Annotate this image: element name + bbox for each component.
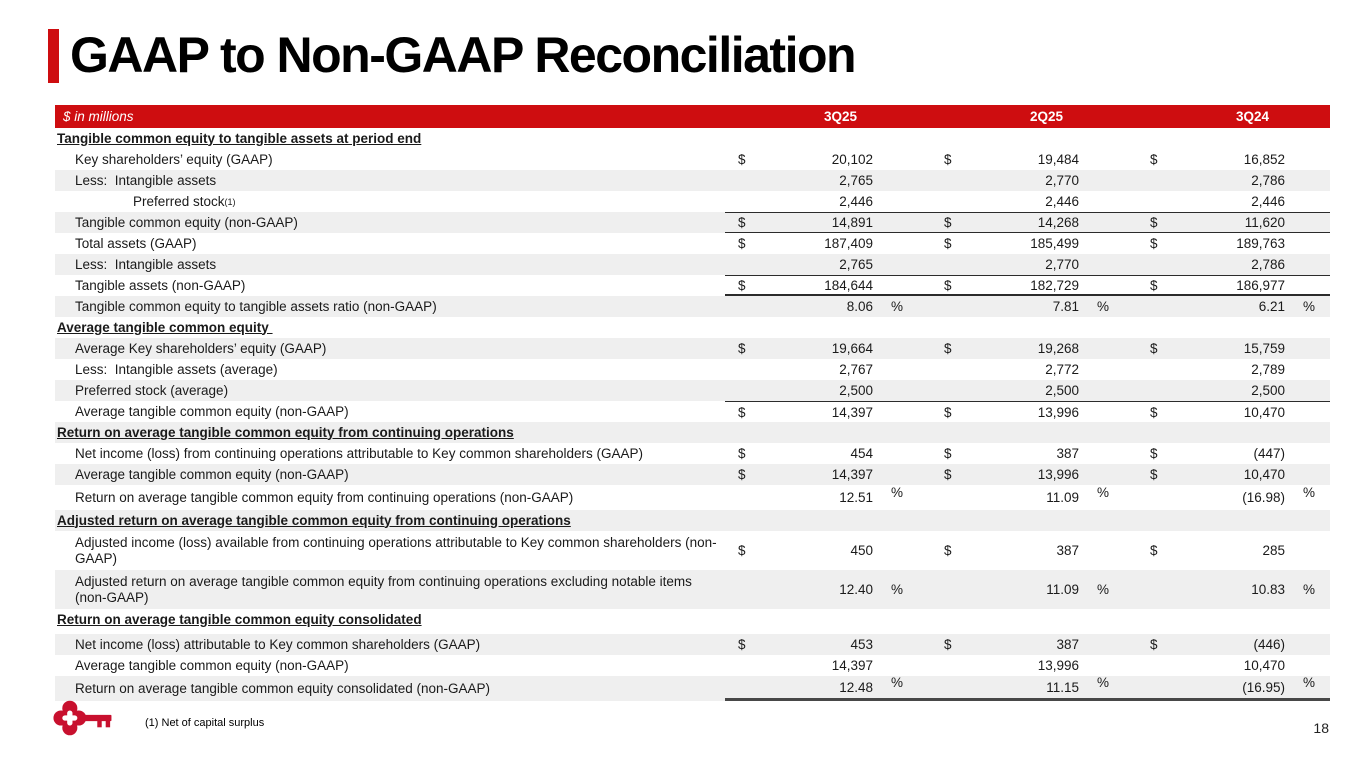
row-label bbox=[55, 531, 725, 570]
currency-symbol: $ bbox=[738, 543, 746, 558]
currency-symbol: $ bbox=[1150, 637, 1158, 652]
value-group-3q24 bbox=[1137, 531, 1330, 570]
currency-symbol: $ bbox=[738, 446, 746, 461]
value-group-2q25 bbox=[931, 634, 1124, 655]
cell-value: (446) bbox=[1253, 637, 1285, 652]
table-row bbox=[55, 191, 1330, 212]
table-row bbox=[55, 464, 1330, 485]
percent-symbol: % bbox=[1303, 299, 1316, 314]
cell-value: 2,446 bbox=[839, 194, 873, 209]
keycorp-key-logo bbox=[53, 699, 115, 742]
value-group-2q25 bbox=[931, 443, 1124, 464]
table-row bbox=[55, 275, 1330, 296]
value-group-2q25 bbox=[931, 570, 1124, 609]
cell-value: 8.06 bbox=[846, 299, 873, 314]
row-label bbox=[55, 380, 725, 401]
row-label bbox=[55, 317, 1330, 338]
unit-label: $ in millions bbox=[63, 108, 134, 124]
currency-symbol: $ bbox=[1150, 152, 1158, 167]
table-row bbox=[55, 531, 1330, 570]
cell-value: 19,664 bbox=[831, 341, 873, 356]
currency-symbol: $ bbox=[1150, 467, 1158, 482]
row-label-text: Tangible common equity (non-GAAP) bbox=[75, 214, 298, 230]
cell-value: 2,770 bbox=[1045, 257, 1079, 272]
column-group-2 bbox=[931, 105, 1124, 128]
row-label-text: Return on average tangible common equity from continuing operations (non-GAAP) bbox=[75, 489, 574, 505]
cell-value: 2,786 bbox=[1251, 173, 1285, 188]
value-group-2q25 bbox=[931, 170, 1124, 191]
table-row bbox=[55, 149, 1330, 170]
row-values bbox=[725, 570, 1330, 609]
currency-symbol: $ bbox=[1150, 341, 1158, 356]
row-values bbox=[725, 275, 1330, 296]
cell-value: 2,772 bbox=[1045, 362, 1079, 377]
cell-value: 7.81 bbox=[1052, 299, 1079, 314]
percent-symbol: % bbox=[891, 299, 904, 314]
row-values bbox=[725, 676, 1330, 701]
section-header-row bbox=[55, 510, 1330, 531]
percent-symbol: % bbox=[1303, 582, 1316, 597]
row-values bbox=[725, 380, 1330, 401]
column-group-3 bbox=[1137, 105, 1330, 128]
value-group-3q24 bbox=[1137, 464, 1330, 485]
value-group-2q25 bbox=[931, 464, 1124, 485]
currency-symbol: $ bbox=[944, 341, 952, 356]
currency-symbol: $ bbox=[944, 404, 952, 420]
value-group-2q25 bbox=[931, 213, 1124, 232]
value-group-2q25 bbox=[931, 531, 1124, 570]
row-values bbox=[725, 634, 1330, 655]
row-values bbox=[725, 212, 1330, 233]
value-group-3q25 bbox=[725, 296, 918, 317]
value-group-3q25 bbox=[725, 338, 918, 359]
value-group-3q25 bbox=[725, 443, 918, 464]
row-values bbox=[725, 443, 1330, 464]
cell-value: 14,397 bbox=[831, 658, 873, 673]
row-label-text: Less: Intangible assets (average) bbox=[75, 361, 278, 377]
row-label bbox=[55, 570, 725, 609]
column-headers bbox=[725, 105, 1330, 128]
value-group-3q24 bbox=[1137, 655, 1330, 676]
row-label-text: Preferred stock bbox=[133, 193, 225, 209]
value-group-3q24 bbox=[1137, 254, 1330, 275]
value-group-2q25 bbox=[931, 149, 1124, 170]
percent-symbol: % bbox=[1097, 674, 1110, 690]
cell-value: 10,470 bbox=[1243, 467, 1285, 482]
value-group-3q24 bbox=[1137, 359, 1330, 380]
value-group-2q25 bbox=[931, 191, 1124, 212]
cell-value: 187,409 bbox=[824, 236, 873, 251]
percent-symbol: % bbox=[1097, 485, 1110, 500]
row-label bbox=[55, 296, 725, 317]
percent-symbol: % bbox=[891, 485, 904, 500]
row-label bbox=[55, 359, 725, 380]
cell-value: 2,500 bbox=[839, 383, 873, 398]
cell-value: 10,470 bbox=[1243, 404, 1285, 420]
value-group-2q25 bbox=[931, 233, 1124, 254]
cell-value: 387 bbox=[1056, 637, 1079, 652]
cell-value: 19,268 bbox=[1037, 341, 1079, 356]
title-accent-bar bbox=[48, 29, 59, 83]
value-group-3q24 bbox=[1137, 296, 1330, 317]
value-group-3q25 bbox=[725, 531, 918, 570]
row-label-text: Return on average tangible common equity from continuing operations bbox=[57, 424, 514, 440]
currency-symbol: $ bbox=[944, 467, 952, 482]
value-group-3q25 bbox=[725, 213, 918, 232]
row-label-text: Tangible common equity to tangible assets at period end bbox=[57, 130, 422, 146]
cell-value: 19,484 bbox=[1037, 152, 1079, 167]
cell-value: 10.83 bbox=[1251, 582, 1285, 597]
percent-symbol: % bbox=[1303, 485, 1316, 500]
value-group-3q24 bbox=[1137, 233, 1330, 254]
cell-value: 14,268 bbox=[1037, 215, 1079, 230]
value-group-3q24 bbox=[1137, 170, 1330, 191]
cell-value: 20,102 bbox=[831, 152, 873, 167]
row-label bbox=[55, 676, 725, 701]
percent-symbol: % bbox=[1097, 299, 1110, 314]
cell-value: 2,767 bbox=[839, 362, 873, 377]
cell-value: 453 bbox=[850, 637, 873, 652]
row-label bbox=[55, 338, 725, 359]
column-group-1 bbox=[725, 105, 918, 128]
row-label bbox=[55, 275, 725, 296]
value-group-3q25 bbox=[725, 233, 918, 254]
value-group-2q25 bbox=[931, 485, 1124, 510]
value-group-3q25 bbox=[725, 464, 918, 485]
value-group-3q24 bbox=[1137, 402, 1330, 422]
value-group-2q25 bbox=[931, 380, 1124, 401]
table-row bbox=[55, 443, 1330, 464]
page-number: 18 bbox=[1313, 720, 1329, 736]
table-row bbox=[55, 380, 1330, 401]
cell-value: 2,446 bbox=[1045, 194, 1079, 209]
cell-value: 15,759 bbox=[1243, 341, 1285, 356]
page-title: GAAP to Non-GAAP Reconciliation bbox=[70, 27, 856, 83]
value-group-2q25 bbox=[931, 276, 1124, 294]
cell-value: 13,996 bbox=[1037, 467, 1079, 482]
percent-symbol: % bbox=[891, 582, 904, 597]
cell-value: 2,770 bbox=[1045, 173, 1079, 188]
cell-value: 13,996 bbox=[1037, 404, 1079, 420]
table-row bbox=[55, 401, 1330, 422]
section-header-row bbox=[55, 317, 1330, 338]
table-row bbox=[55, 212, 1330, 233]
column-header-2q25: 2Q25 bbox=[1029, 109, 1064, 124]
row-values bbox=[725, 233, 1330, 254]
row-label bbox=[55, 609, 1330, 630]
percent-symbol: % bbox=[1303, 674, 1316, 690]
value-group-2q25 bbox=[931, 676, 1124, 698]
row-label bbox=[55, 422, 1330, 443]
column-header-3q25: 3Q25 bbox=[823, 109, 858, 124]
cell-value: 2,446 bbox=[1251, 194, 1285, 209]
currency-symbol: $ bbox=[1150, 277, 1158, 293]
currency-symbol: $ bbox=[738, 637, 746, 652]
value-group-3q25 bbox=[725, 634, 918, 655]
cell-value: 2,786 bbox=[1251, 257, 1285, 272]
row-label-text: Total assets (GAAP) bbox=[75, 235, 197, 251]
value-group-3q25 bbox=[725, 676, 918, 698]
value-group-3q25 bbox=[725, 570, 918, 609]
cell-value: 11.15 bbox=[1046, 679, 1079, 695]
section-header-row bbox=[55, 422, 1330, 443]
currency-symbol: $ bbox=[944, 152, 952, 167]
cell-value: 12.40 bbox=[839, 582, 873, 597]
row-values bbox=[725, 485, 1330, 510]
cell-value: 6.21 bbox=[1258, 299, 1285, 314]
currency-symbol: $ bbox=[738, 341, 746, 356]
row-values bbox=[725, 254, 1330, 275]
percent-symbol: % bbox=[1097, 582, 1110, 597]
currency-symbol: $ bbox=[1150, 543, 1158, 558]
cell-value: 182,729 bbox=[1030, 277, 1079, 293]
value-group-3q25 bbox=[725, 380, 918, 401]
row-label bbox=[55, 401, 725, 422]
cell-value: 14,397 bbox=[831, 467, 873, 482]
row-label bbox=[55, 128, 1330, 149]
value-group-2q25 bbox=[931, 402, 1124, 422]
reconciliation-table bbox=[55, 105, 1330, 701]
table-row bbox=[55, 634, 1330, 655]
row-label-text: Tangible common equity to tangible assets ratio (non-GAAP) bbox=[75, 298, 437, 314]
cell-value: 186,977 bbox=[1236, 277, 1285, 293]
row-label bbox=[55, 233, 725, 254]
row-label-text: Average Key shareholders’ equity (GAAP) bbox=[75, 340, 327, 356]
row-label-text: Less: Intangible assets bbox=[75, 256, 217, 272]
value-group-3q25 bbox=[725, 149, 918, 170]
cell-value: 189,763 bbox=[1236, 236, 1285, 251]
table-row bbox=[55, 359, 1330, 380]
value-group-3q24 bbox=[1137, 338, 1330, 359]
row-values bbox=[725, 359, 1330, 380]
row-values bbox=[725, 296, 1330, 317]
row-label: Preferred stock (1) bbox=[133, 193, 236, 209]
row-label-text: Adjusted income (loss) available from continuing operations attributable to Key common shareholders (non-GAAP) bbox=[75, 534, 717, 566]
cell-value: 11.09 bbox=[1046, 490, 1079, 505]
row-label-text: Tangible assets (non-GAAP) bbox=[75, 277, 246, 293]
row-label bbox=[55, 510, 1330, 531]
currency-symbol: $ bbox=[944, 277, 952, 293]
cell-value: (16.95) bbox=[1242, 679, 1285, 695]
row-values bbox=[725, 531, 1330, 570]
value-group-3q24 bbox=[1137, 276, 1330, 294]
cell-value: 185,499 bbox=[1030, 236, 1079, 251]
table-row bbox=[55, 570, 1330, 609]
row-label bbox=[55, 464, 725, 485]
row-label bbox=[55, 443, 725, 464]
value-group-3q24 bbox=[1137, 676, 1330, 698]
value-group-3q25 bbox=[725, 276, 918, 294]
value-group-3q24 bbox=[1137, 380, 1330, 401]
currency-symbol: $ bbox=[738, 467, 746, 482]
row-values bbox=[725, 149, 1330, 170]
row-label bbox=[55, 655, 725, 676]
cell-value: (447) bbox=[1253, 446, 1285, 461]
row-label-text: Average tangible common equity (non-GAAP) bbox=[75, 466, 349, 482]
cell-value: 285 bbox=[1262, 543, 1285, 558]
row-values bbox=[725, 191, 1330, 212]
value-group-3q24 bbox=[1137, 570, 1330, 609]
currency-symbol: $ bbox=[738, 277, 746, 293]
cell-value: 13,996 bbox=[1037, 658, 1079, 673]
cell-value: 387 bbox=[1056, 543, 1079, 558]
table-row bbox=[55, 254, 1330, 275]
row-label bbox=[55, 170, 725, 191]
currency-symbol: $ bbox=[1150, 236, 1158, 251]
section-header-row bbox=[55, 609, 1330, 630]
table-row bbox=[55, 170, 1330, 191]
table-header-row bbox=[55, 105, 1330, 128]
row-values bbox=[725, 170, 1330, 191]
value-group-3q24 bbox=[1137, 191, 1330, 212]
percent-symbol: % bbox=[891, 674, 904, 690]
currency-symbol: $ bbox=[944, 215, 952, 230]
currency-symbol: $ bbox=[944, 637, 952, 652]
row-label-text: Return on average tangible common equity consolidated (non-GAAP) bbox=[75, 680, 490, 696]
value-group-3q24 bbox=[1137, 443, 1330, 464]
currency-symbol: $ bbox=[1150, 404, 1158, 420]
cell-value: 184,644 bbox=[824, 277, 873, 293]
currency-symbol: $ bbox=[738, 236, 746, 251]
value-group-3q25 bbox=[725, 655, 918, 676]
row-label bbox=[55, 634, 725, 655]
row-label bbox=[55, 254, 725, 275]
table-row bbox=[55, 338, 1330, 359]
value-group-2q25 bbox=[931, 359, 1124, 380]
section-header-row bbox=[55, 128, 1330, 149]
value-group-3q25 bbox=[725, 359, 918, 380]
row-values bbox=[725, 401, 1330, 422]
value-group-3q24 bbox=[1137, 485, 1330, 510]
currency-symbol: $ bbox=[1150, 215, 1158, 230]
row-label-text: Return on average tangible common equity consolidated bbox=[57, 611, 422, 627]
row-label bbox=[55, 212, 725, 233]
row-values bbox=[725, 464, 1330, 485]
cell-value: 2,765 bbox=[839, 173, 873, 188]
value-group-3q25 bbox=[725, 402, 918, 422]
table-row bbox=[55, 296, 1330, 317]
row-label-text: Average tangible common equity (non-GAAP) bbox=[75, 657, 349, 673]
value-group-2q25 bbox=[931, 254, 1124, 275]
column-header-3q24: 3Q24 bbox=[1235, 109, 1270, 124]
table-row bbox=[55, 233, 1330, 254]
value-group-3q25 bbox=[725, 254, 918, 275]
row-label-text: Key shareholders’ equity (GAAP) bbox=[75, 151, 273, 167]
table-row bbox=[55, 655, 1330, 676]
cell-value: 12.48 bbox=[839, 679, 873, 695]
value-group-3q25 bbox=[725, 170, 918, 191]
row-label-text: Net income (loss) attributable to Key common shareholders (GAAP) bbox=[75, 636, 481, 652]
value-group-3q24 bbox=[1137, 634, 1330, 655]
currency-symbol: $ bbox=[738, 215, 746, 230]
row-label-text: Average tangible common equity (non-GAAP) bbox=[75, 403, 349, 419]
row-values bbox=[725, 655, 1330, 676]
cell-value: 450 bbox=[850, 543, 873, 558]
cell-value: 11.09 bbox=[1046, 582, 1079, 597]
cell-value: 387 bbox=[1056, 446, 1079, 461]
footnote-text: (1) Net of capital surplus bbox=[145, 717, 265, 729]
cell-value: 14,397 bbox=[831, 404, 873, 420]
value-group-3q25 bbox=[725, 485, 918, 510]
row-label-text: Net income (loss) from continuing operations attributable to Key common shareholders (GAAP) bbox=[75, 445, 644, 461]
currency-symbol: $ bbox=[1150, 446, 1158, 461]
currency-symbol: $ bbox=[738, 404, 746, 420]
cell-value: 14,891 bbox=[831, 215, 873, 230]
table-row bbox=[55, 485, 1330, 510]
value-group-2q25 bbox=[931, 296, 1124, 317]
cell-value: 2,500 bbox=[1045, 383, 1079, 398]
row-label-text: Adjusted return on average tangible common equity from continuing operations bbox=[57, 512, 571, 528]
currency-symbol: $ bbox=[738, 152, 746, 167]
row-label-text: Adjusted return on average tangible common equity from continuing operations excluding notable items (non-GAAP) bbox=[75, 573, 696, 605]
value-group-2q25 bbox=[931, 655, 1124, 676]
currency-symbol: $ bbox=[944, 236, 952, 251]
row-values bbox=[725, 338, 1330, 359]
table-body bbox=[55, 128, 1330, 701]
cell-value: 11,620 bbox=[1244, 215, 1285, 230]
row-label-text: Less: Intangible assets bbox=[75, 172, 217, 188]
cell-value: 454 bbox=[850, 446, 873, 461]
row-label-text: Preferred stock (average) bbox=[75, 382, 229, 398]
currency-symbol: $ bbox=[944, 446, 952, 461]
cell-value: 16,852 bbox=[1243, 152, 1285, 167]
cell-value: 2,500 bbox=[1251, 383, 1285, 398]
row-label-text: Average tangible common equity bbox=[57, 319, 273, 335]
value-group-3q24 bbox=[1137, 149, 1330, 170]
cell-value: (16.98) bbox=[1242, 490, 1285, 505]
cell-value: 10,470 bbox=[1243, 658, 1285, 673]
value-group-2q25 bbox=[931, 338, 1124, 359]
value-group-3q24 bbox=[1137, 213, 1330, 232]
cell-value: 2,789 bbox=[1251, 362, 1285, 377]
currency-symbol: $ bbox=[944, 543, 952, 558]
cell-value: 2,765 bbox=[839, 257, 873, 272]
table-row bbox=[55, 676, 1330, 701]
value-group-3q25 bbox=[725, 191, 918, 212]
cell-value: 12.51 bbox=[839, 490, 873, 505]
row-label bbox=[55, 149, 725, 170]
row-label bbox=[55, 485, 725, 510]
